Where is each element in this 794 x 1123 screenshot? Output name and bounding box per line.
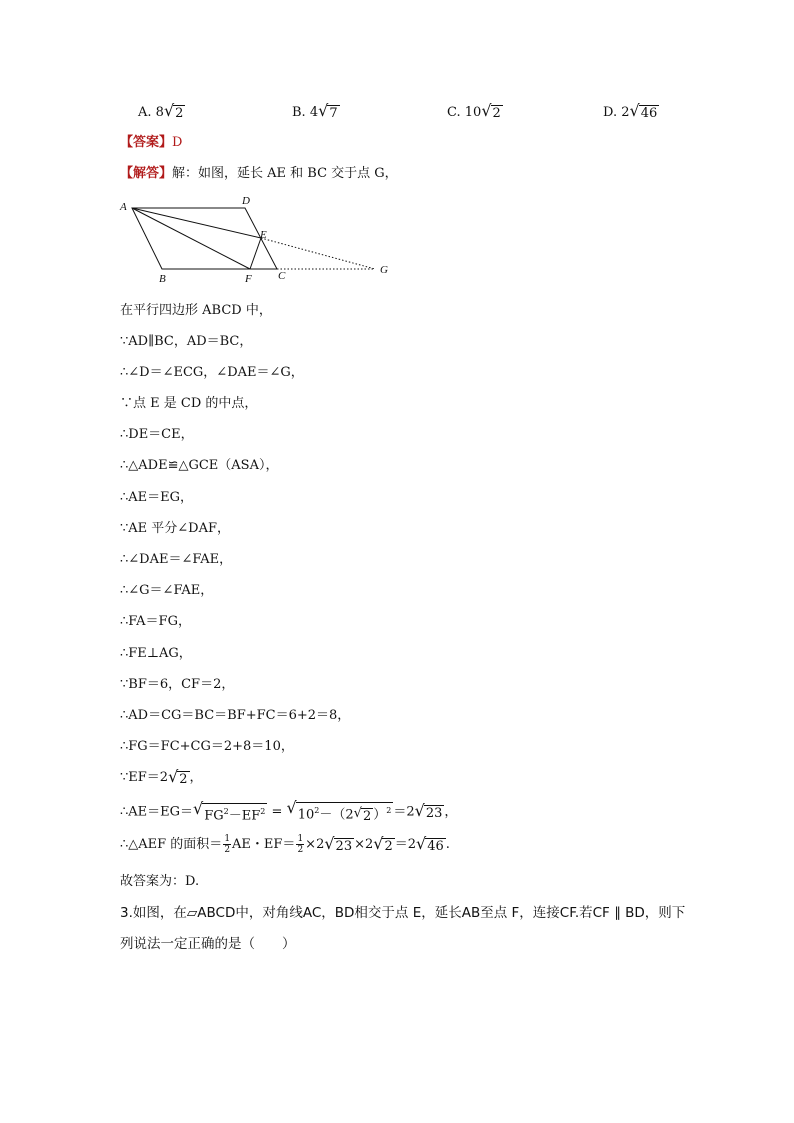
term: －EF xyxy=(228,808,261,824)
segment-ae xyxy=(132,208,261,238)
step-line: ∵AE 平分∠DAF， xyxy=(120,521,231,536)
term: FG xyxy=(204,808,224,824)
sqrt-symbol: √ 2 xyxy=(373,833,393,854)
option-radicand: 2 xyxy=(175,106,184,121)
sqrt-symbol: √ 2 xyxy=(163,101,184,121)
option-letter: D. xyxy=(603,104,618,120)
sqrt-symbol: √ 7 xyxy=(318,101,338,121)
sqrt-symbol: √ 46 xyxy=(416,833,444,854)
ef-prefix: ∵EF＝2 xyxy=(120,770,169,785)
inner-radicand: 2 xyxy=(362,808,372,824)
point-label-b: B xyxy=(159,273,166,284)
conclusion-line: 故答案为：D. xyxy=(120,874,200,889)
numerator: 1 xyxy=(224,834,231,844)
solution-line xyxy=(120,164,398,184)
exponent: 2 xyxy=(260,806,266,816)
radicand: 2 xyxy=(384,838,393,854)
sqrt-symbol: √ 46 xyxy=(629,101,658,121)
step-line: ∴AD＝CG＝BC＝BF+FC＝6+2＝8， xyxy=(120,708,351,723)
term: ） xyxy=(373,807,387,823)
radicand: 46 xyxy=(427,838,444,854)
option-letter: C. xyxy=(447,104,461,120)
option-radicand: 46 xyxy=(640,106,658,121)
term: －（2 xyxy=(319,807,354,823)
step-line: ∴AE＝EG， xyxy=(120,490,194,505)
radicand: 23 xyxy=(335,838,353,854)
ae-line xyxy=(120,798,458,824)
step-line: ∴FG＝FC+CG＝2+8＝10， xyxy=(120,739,294,754)
answer-value: D xyxy=(172,135,183,150)
option-coef: 8 xyxy=(155,104,164,120)
ef-line xyxy=(120,768,203,788)
exponent: 2 xyxy=(386,806,392,815)
sqrt-symbol: √ $FG^2-EF^2$ xyxy=(193,798,266,824)
fraction-half xyxy=(296,834,304,855)
area-mid3: ×2 xyxy=(354,837,374,852)
option-c xyxy=(447,103,503,121)
sqrt-symbol: √ 2 xyxy=(481,101,501,121)
question-3-line-2: 列说法一定正确的是（ ） xyxy=(120,936,296,952)
ae-mid: ＝2 xyxy=(393,804,415,820)
option-coef: 4 xyxy=(309,104,319,120)
solution-text: 解：如图，延长 AE 和 BC 交于点 G， xyxy=(172,166,398,181)
option-a xyxy=(138,103,185,121)
ae-suffix: ， xyxy=(444,804,458,820)
area-prefix: ∴△AEF 的面积＝ xyxy=(120,837,223,852)
point-label-d: D xyxy=(242,195,250,207)
step-line: ∴∠G＝∠FAE， xyxy=(120,583,214,598)
point-label-c: C xyxy=(278,270,286,282)
point-label-e: E xyxy=(260,229,267,241)
denominator: 2 xyxy=(224,845,231,855)
ae-radicand-1 xyxy=(202,803,267,823)
answer-line xyxy=(120,133,182,153)
sqrt-symbol: √ 2 xyxy=(168,766,188,787)
sqrt-symbol: √ $10^2-(2$ √ 2 ）$^2$ xyxy=(286,798,392,824)
step-line: 在平行四边形 ABCD 中， xyxy=(120,303,272,318)
step-line: ∴FE⊥AG， xyxy=(120,646,192,661)
sqrt-symbol: √ 2 xyxy=(353,805,372,824)
solution-label: 【解答】 xyxy=(120,166,173,181)
step-line: ∴∠DAE＝∠FAE， xyxy=(120,552,233,567)
sqrt-symbol: √ 23 xyxy=(414,800,443,821)
step-line: ∴DE＝CE， xyxy=(120,427,194,442)
area-mid4: ＝2 xyxy=(394,837,417,852)
ae-radicand-3: 23 xyxy=(425,805,443,821)
term: 10 xyxy=(297,807,315,823)
ae-radicand-2 xyxy=(296,802,394,824)
segment-af xyxy=(132,208,250,269)
parallelogram-abcd xyxy=(132,208,277,269)
step-line: ∵AD∥BC，AD＝BC， xyxy=(120,334,253,349)
step-line: ∴△ADE≌△GCE（ASA）， xyxy=(120,458,279,473)
question-3-line-1: 3.如图，在▱ABCD中，对角线AC，BD相交于点 E，延长AB至点 F，连接CF.若CF ∥ BD，则下 xyxy=(120,905,686,921)
numerator: 1 xyxy=(297,834,304,844)
option-b xyxy=(292,103,340,121)
option-letter: A. xyxy=(138,104,152,120)
area-suffix: . xyxy=(445,837,450,852)
answer-label: 【答案】 xyxy=(120,135,173,150)
area-mid1: AE・EF＝ xyxy=(232,837,296,852)
option-coef: 10 xyxy=(464,104,482,120)
step-line: ∴FA＝FG， xyxy=(120,614,191,629)
segment-fe xyxy=(250,238,261,269)
area-mid2: ×2 xyxy=(305,837,325,852)
option-coef: 2 xyxy=(621,104,630,120)
exponent: 2 xyxy=(314,806,320,815)
point-label-g: G xyxy=(380,264,388,276)
point-label-a: A xyxy=(120,201,127,213)
denominator: 2 xyxy=(297,845,304,855)
step-line: ∴∠D＝∠ECG，∠DAE＝∠G， xyxy=(120,365,304,380)
ef-radicand: 2 xyxy=(179,771,188,787)
ef-suffix: ， xyxy=(189,770,203,785)
option-radicand: 7 xyxy=(329,106,338,121)
exponent: 2 xyxy=(223,806,229,816)
equals: = xyxy=(267,804,287,820)
area-line xyxy=(120,834,450,854)
segment-eg-dotted xyxy=(261,238,375,269)
parallelogram-diagram xyxy=(115,192,405,284)
step-line: ∵BF＝6，CF＝2， xyxy=(120,677,235,692)
point-label-f: F xyxy=(245,273,252,284)
option-letter: B. xyxy=(292,104,306,120)
sqrt-symbol: √ 23 xyxy=(324,833,353,854)
option-radicand: 2 xyxy=(492,106,501,121)
ae-prefix: ∴AE＝EG＝ xyxy=(120,804,194,820)
option-d xyxy=(603,103,659,121)
fraction-half xyxy=(223,834,231,855)
step-line: ∵点 E 是 CD 的中点， xyxy=(120,396,258,411)
